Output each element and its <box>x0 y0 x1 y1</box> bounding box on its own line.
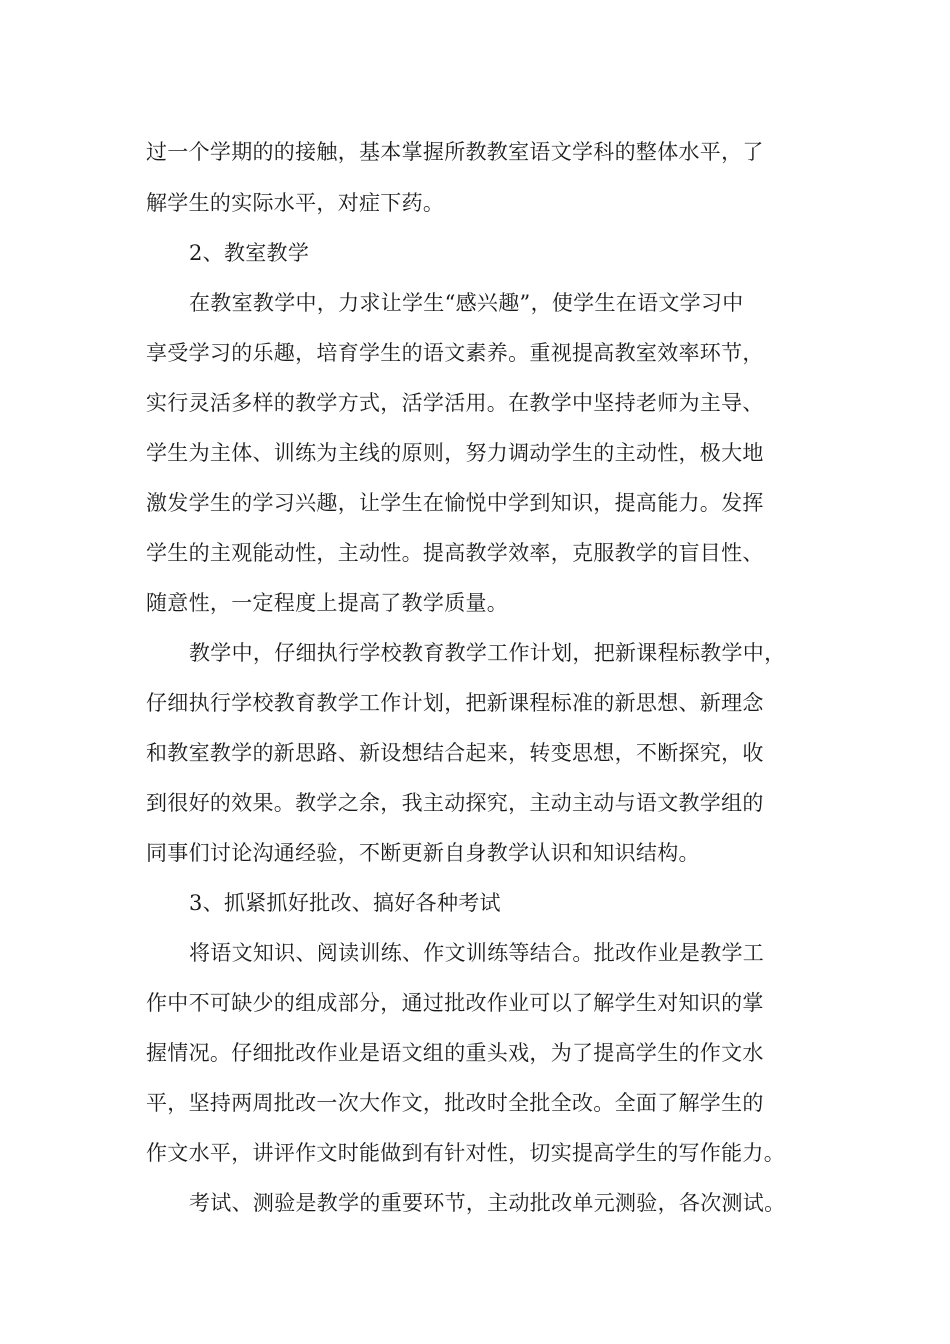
text-line-12: 仔细执行学校教育教学工作计划，把新课程标准的新思想、新理念 <box>146 691 764 715</box>
text-line-10: 随意性，一定程度上提高了教学质量。 <box>146 591 509 615</box>
text-line-14: 到很好的效果。教学之余，我主动探究，主动主动与语文教学组的 <box>146 791 764 815</box>
text-line-21: 作文水平，讲评作文时能做到有针对性，切实提高学生的写作能力。 <box>146 1141 785 1165</box>
text-line-19: 握情况。仔细批改作业是语文组的重头戏，为了提高学生的作文水 <box>146 1041 764 1065</box>
text-line-18: 作中不可缺少的组成部分，通过批改作业可以了解学生对知识的掌 <box>146 991 764 1015</box>
text-line-22: 考试、测验是教学的重要环节，主动批改单元测验，各次测试。 <box>189 1191 786 1215</box>
section-heading-3: 3、抓紧抓好批改、搞好各种考试 <box>189 891 501 915</box>
text-line-17: 将语文知识、阅读训练、作文训练等结合。批改作业是教学工 <box>189 941 765 965</box>
text-line-9: 学生的主观能动性，主动性。提高教学效率，克服教学的盲目性、 <box>146 541 764 565</box>
text-line-8: 激发学生的学习兴趣，让学生在愉悦中学到知识，提高能力。发挥 <box>146 491 764 515</box>
text-line-13: 和教室教学的新思路、新设想结合起来，转变思想，不断探究，收 <box>146 741 764 765</box>
text-line-6: 实行灵活多样的教学方式，活学活用。在教学中坚持老师为主导、 <box>146 391 764 415</box>
section-heading-2: 2、教室教学 <box>189 241 310 265</box>
text-line-11: 教学中，仔细执行学校教育教学工作计划，把新课程标教学中， <box>189 641 786 665</box>
text-line-1: 过一个学期的的接触，基本掌握所教教室语文学科的整体水平，了 <box>146 140 764 164</box>
text-line-5: 享受学习的乐趣，培育学生的语文素养。重视提高教室效率环节， <box>146 341 764 365</box>
text-line-2: 解学生的实际水平，对症下药。 <box>146 191 445 215</box>
text-line-7: 学生为主体、训练为主线的原则，努力调动学生的主动性，极大地 <box>146 441 764 465</box>
text-line-20: 平，坚持两周批改一次大作文，批改时全批全改。全面了解学生的 <box>146 1091 764 1115</box>
text-line-4: 在教室教学中，力求让学生“感兴趣”，使学生在语文学习中 <box>189 291 744 315</box>
text-line-15: 同事们讨论沟通经验，不断更新自身教学认识和知识结构。 <box>146 841 700 865</box>
